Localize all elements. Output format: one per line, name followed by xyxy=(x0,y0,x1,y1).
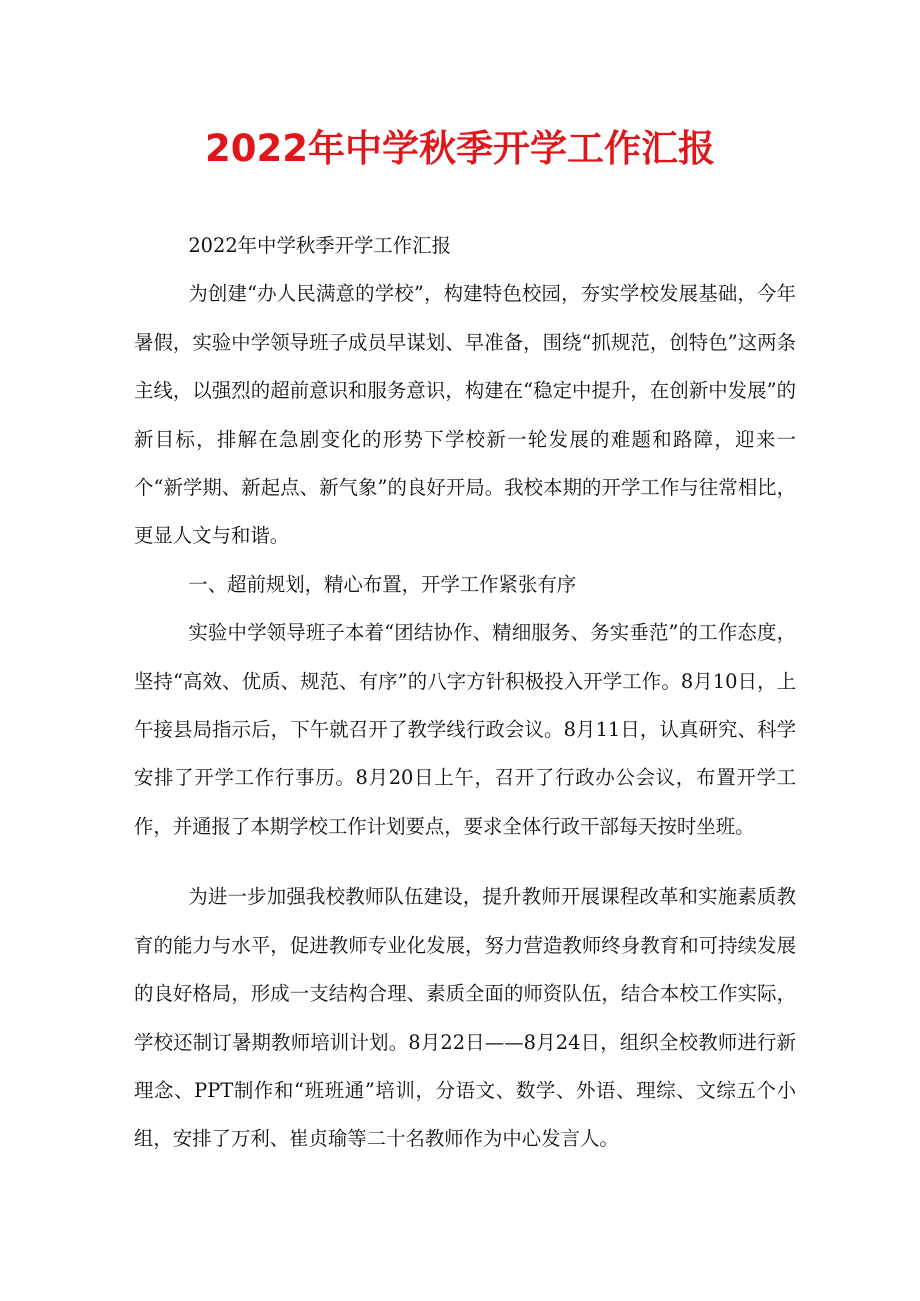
document-body xyxy=(134,222,796,1164)
body-paragraph-subtitle: 2022年中学秋季开学工作汇报 xyxy=(188,234,451,257)
body-paragraph-training: 为进一步加强我校教师队伍建设，提升教师开展课程改革和实施素质教育的能力与水平，促进教师专业化发展，努力营造教师终身教育和可持续发展的良好格局，形成一支结构合理、素质全面的师资队伍，结合本校工作实际，学校还制订暑期教师培训计划。8月22日——8月24日，组织全校教师进行新理念、PPT制作和“班班通”培训，分语文、数学、外语、理综、文综五个小组，安排了万利、崔贞瑜等二十名教师作为中心发言人。 xyxy=(134,885,796,1151)
section-heading-1: 一、超前规划，精心布置，开学工作紧张有序 xyxy=(188,572,577,596)
document-title: 2022年中学秋季开学工作汇报 xyxy=(205,127,715,170)
body-paragraph-intro: 为创建“办人民满意的学校”，构建特色校园，夯实学校发展基础，今年暑假，实验中学领导班子成员早谋划、早准备，围绕“抓规范，创特色”这两条主线，以强烈的超前意识和服务意识，构建在“稳定中提升，在创新中发展”的新目标，排解在急剧变化的形势下学校新一轮发展的难题和路障，迎来一个“新学期、新起点、新气象”的良好开局。我校本期的开学工作与往常相比，更显人文与和谐。 xyxy=(134,282,796,548)
body-paragraph-leadership: 实验中学领导班子本着“团结协作、精细服务、务实垂范”的工作态度，坚持“高效、优质、规范、有序”的八字方针积极投入开学工作。8月10日，上午接县局指示后，下午就召开了教学线行政会议。8月11日，认真研究、科学安排了开学工作行事历。8月20日上午，召开了行政办公会议，布置开学工作，并通报了本期学校工作计划要点，要求全体行政干部每天按时坐班。 xyxy=(134,621,796,838)
